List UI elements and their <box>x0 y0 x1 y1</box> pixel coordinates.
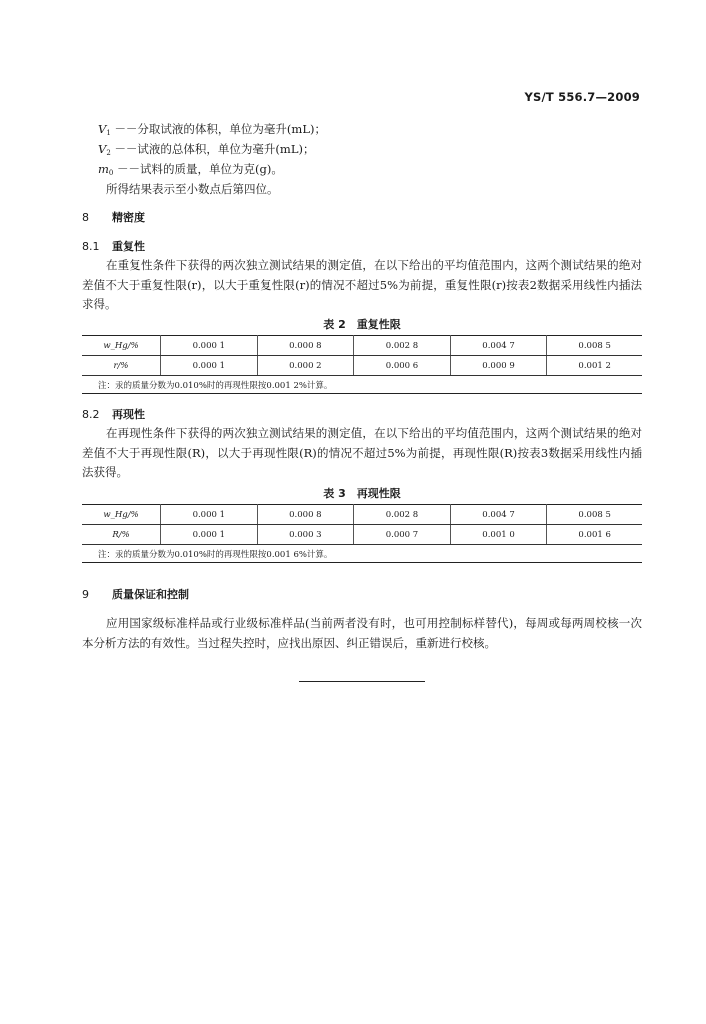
section-title: 重复性 <box>112 240 145 253</box>
table-row <box>82 336 642 356</box>
section-title: 再现性 <box>112 408 145 421</box>
definition-symbol: V <box>98 122 107 136</box>
row-label: w_Hg/% <box>82 336 161 356</box>
result-note: 所得结果表示至小数点后第四位。 <box>106 182 279 196</box>
definition-subscript: 2 <box>106 149 111 157</box>
table-cell: 0.000 8 <box>257 505 354 525</box>
table-cell: 0.008 5 <box>547 336 642 356</box>
row-label: w_Hg/% <box>82 505 161 525</box>
standard-code: YS/T 556.7—2009 <box>524 90 640 104</box>
row-label: R/% <box>82 525 161 545</box>
table-note-row <box>82 376 642 394</box>
definition-text: －－试料的质量，单位为克(g)。 <box>117 162 283 176</box>
table-cell: 0.000 2 <box>257 356 354 376</box>
table-note: 注：汞的质量分数为0.010%时的再现性限按0.001 2%计算。 <box>98 380 333 391</box>
definition-subscript: 1 <box>106 129 111 137</box>
table-cell: 0.000 9 <box>450 356 547 376</box>
quality-paragraph: 应用国家级标准样品或行业级标准样品(当前两者没有时，也可用控制标样替代)，每周或每两周校核一次本分析方法的有效性。当过程失控时，应找出原因、纠正错误后，重新进行校核。 <box>82 616 642 650</box>
definition-subscript: 0 <box>108 169 114 177</box>
table-row <box>82 525 642 545</box>
table-cell: 0.000 1 <box>161 525 258 545</box>
table-cell: 0.000 6 <box>354 356 451 376</box>
table-cell: 0.002 8 <box>354 505 451 525</box>
table-cell: 0.004 7 <box>450 505 547 525</box>
row-label: r/% <box>82 356 161 376</box>
section-9-heading <box>82 586 189 602</box>
table-cell: 0.001 6 <box>547 525 642 545</box>
reproducibility-paragraph: 在再现性条件下获得的两次独立测试结果的测定值，在以下给出的平均值范围内，这两个测试结果的绝对差值不大于再现性限(R)，以大于再现性限(R)的情况不超过5%为前提，再现性限(R)按表3数据采用线性内插法获得。 <box>82 426 642 479</box>
section-8-2-heading <box>82 406 145 422</box>
table-cell: 0.000 1 <box>161 356 258 376</box>
table-2-caption: 表 2 重复性限 <box>323 318 401 331</box>
section-8-heading <box>82 209 145 225</box>
section-title: 质量保证和控制 <box>112 588 189 601</box>
table-cell: 0.001 0 <box>450 525 547 545</box>
table-note: 注：汞的质量分数为0.010%时的再现性限按0.001 6%计算。 <box>98 549 333 560</box>
table-cell: 0.000 1 <box>161 505 258 525</box>
section-number: 9 <box>82 588 89 601</box>
definition-text: －－分取试液的体积，单位为毫升(mL)； <box>114 122 326 136</box>
section-number: 8 <box>82 211 89 224</box>
table-cell: 0.008 5 <box>547 505 642 525</box>
end-rule <box>299 681 425 682</box>
reproducibility-table <box>82 504 642 563</box>
definition-text: －－试液的总体积，单位为毫升(mL)； <box>114 142 315 156</box>
table-cell: 0.000 7 <box>354 525 451 545</box>
table-cell: 0.001 2 <box>547 356 642 376</box>
table-cell: 0.000 3 <box>257 525 354 545</box>
definition-v2 <box>98 141 314 159</box>
repeatability-paragraph: 在重复性条件下获得的两次独立测试结果的测定值，在以下给出的平均值范围内，这两个测试结果的绝对差值不大于重复性限(r)，以大于重复性限(r)的情况不超过5%为前提，重复性限(r)按表2数据采用线性内插法求得。 <box>82 258 642 311</box>
table-cell: 0.004 7 <box>450 336 547 356</box>
definition-v1 <box>98 121 326 139</box>
table-row <box>82 505 642 525</box>
table-cell: 0.000 8 <box>257 336 354 356</box>
section-8-1-heading <box>82 238 145 254</box>
table-note-row <box>82 545 642 563</box>
definition-symbol: V <box>98 142 107 156</box>
table-cell: 0.000 1 <box>161 336 258 356</box>
section-title: 精密度 <box>112 211 145 224</box>
table-row <box>82 356 642 376</box>
repeatability-table <box>82 335 642 394</box>
section-number: 8.2 <box>82 408 100 421</box>
table-cell: 0.002 8 <box>354 336 451 356</box>
definition-m0 <box>98 161 283 179</box>
definition-symbol: m <box>98 162 109 176</box>
table-3-caption: 表 3 再现性限 <box>323 487 401 500</box>
section-number: 8.1 <box>82 240 100 253</box>
